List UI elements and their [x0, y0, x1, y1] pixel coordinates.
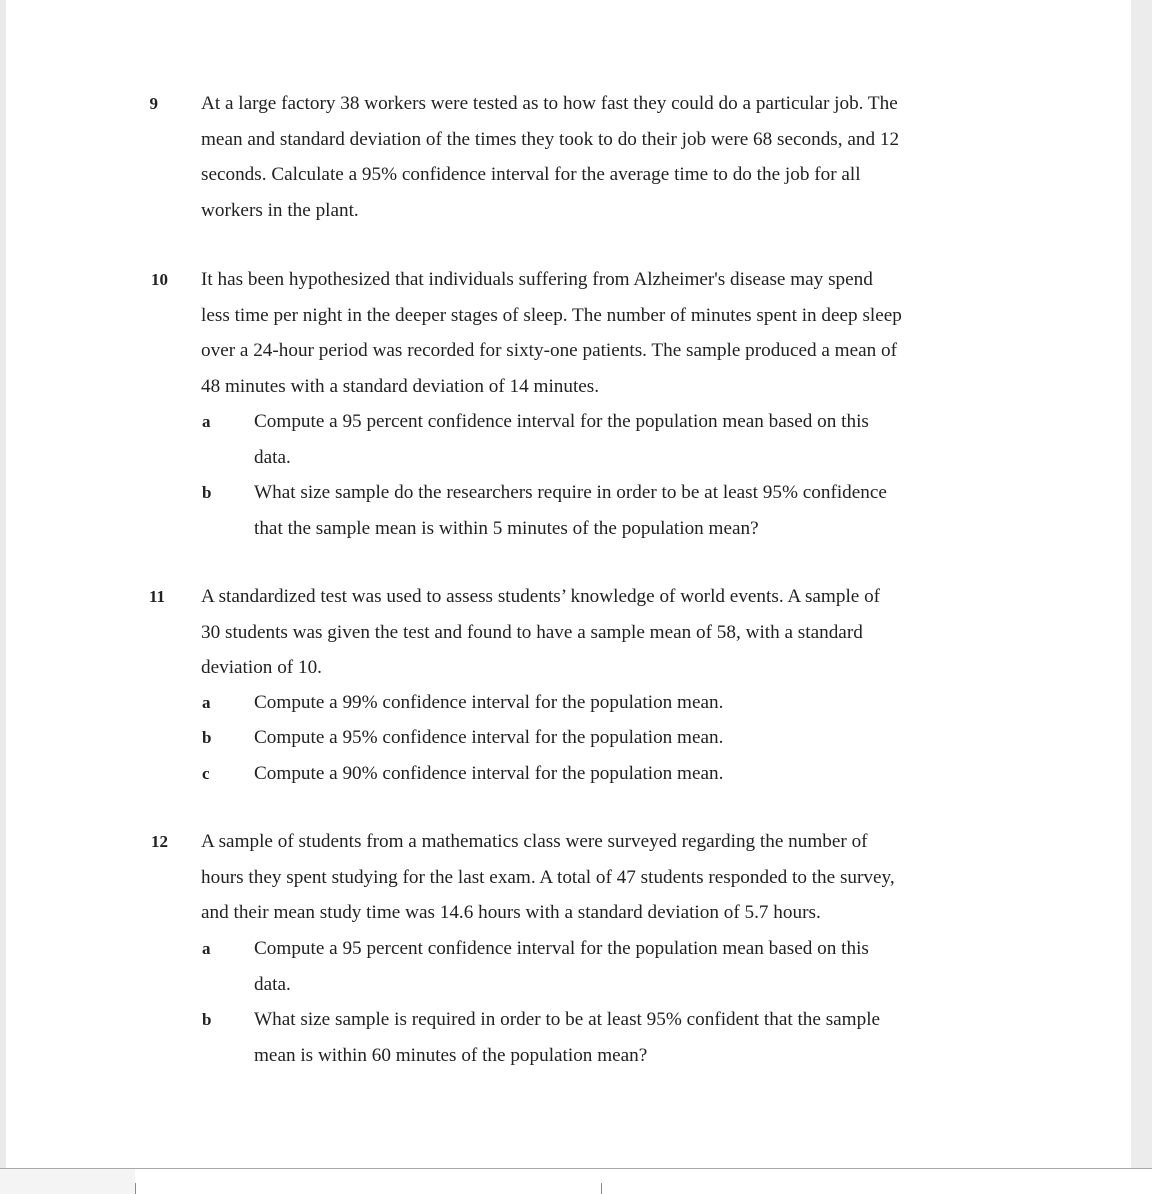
next-page-left-marker [135, 1183, 136, 1194]
question-text: A standardized test was used to assess students’ knowledge of world events. A sample of 30 students was given the test and found to have a sample mean of 58, with a standard deviation of 10. [201, 586, 881, 678]
part-text: What size sample is required in order to be at least 95% confident that the sample mean is within 60 minutes of the population mean? [254, 1009, 881, 1066]
next-page-top [135, 1169, 1152, 1194]
question-number: 9 [149, 94, 158, 113]
question-text: At a large factory 38 workers were tested as to how fast they could do a particular job. The mean and standard deviation of the times they took to do their job were 68 seconds, and 12 seconds. Calculate a 95% confidence interval for the average time to do the job for all workers in the plant. [201, 93, 900, 221]
part-text: Compute a 99% confidence interval for the population mean. [254, 692, 724, 713]
part-text: Compute a 95 percent confidence interval for the population mean based on this data. [254, 938, 869, 995]
part-label: b [202, 483, 212, 502]
part-label: a [202, 693, 211, 712]
question-text: It has been hypothesized that individuals suffering from Alzheimer's disease may spend less time per night in the deeper stages of sleep. The number of minutes spent in deep sleep over a 24-hour period was recorded for sixty-one patients. The sample produced a mean of 48 minutes with a standard deviation of 14 minutes. [201, 269, 902, 397]
part-label: b [202, 1010, 212, 1029]
part-label: a [202, 412, 211, 431]
question-number: 11 [148, 587, 165, 606]
part-label: b [202, 728, 212, 747]
part-text: Compute a 95% confidence interval for the population mean. [254, 727, 724, 748]
question-number: 12 [151, 832, 168, 851]
question-number: 10 [151, 270, 168, 289]
part-label: c [202, 764, 210, 783]
viewer-right-gutter [1131, 0, 1152, 1168]
next-page-text-cursor [601, 1183, 602, 1194]
part-text: What size sample do the researchers require in order to be at least 95% confidence that the sample mean is within 5 minutes of the population mean? [254, 482, 887, 539]
part-label: a [202, 939, 211, 958]
question-text: A sample of students from a mathematics class were surveyed regarding the number of hours they spent studying for the last exam. A total of 47 students responded to the survey, and their mean study time was 14.6 hours with a standard deviation of 5.7 hours. [201, 831, 895, 923]
part-text: Compute a 95 percent confidence interval for the population mean based on this data. [254, 411, 869, 468]
part-text: Compute a 90% confidence interval for the population mean. [254, 763, 724, 784]
